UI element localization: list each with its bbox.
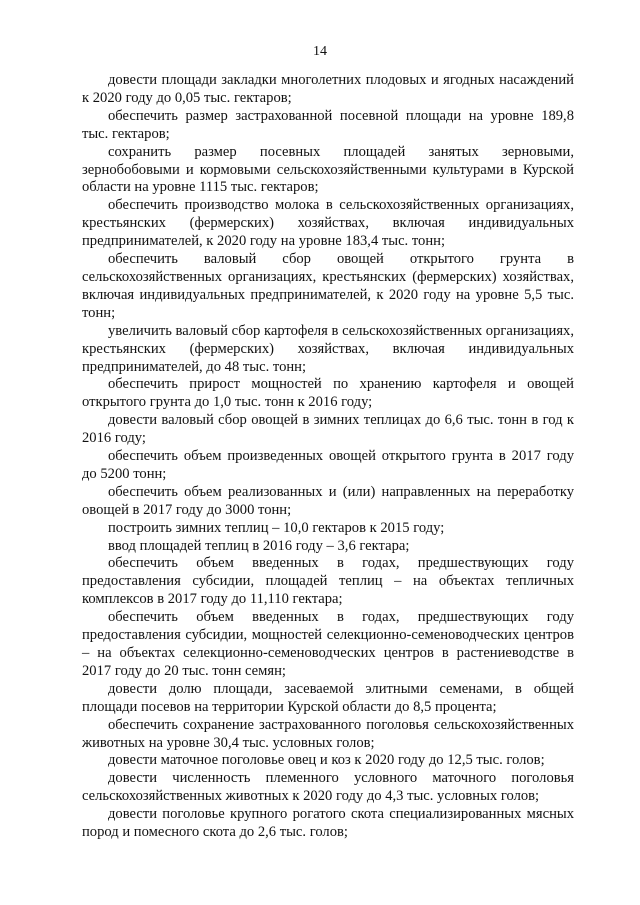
paragraph: построить зимних теплиц – 10,0 гектаров к 2015 году; xyxy=(108,519,445,536)
paragraph: ввод площадей теплиц в 2016 году – 3,6 гектара; xyxy=(108,537,410,554)
paragraph: довести поголовье крупного рогатого скота специализированных мясных пород и помесного скота до 2,6 тыс. голов; xyxy=(82,806,574,841)
paragraph: обеспечить объем реализованных и (или) направленных на переработку овощей в 2017 году до 3000 тонн; xyxy=(82,483,574,518)
paragraph: обеспечить объем произведенных овощей открытого грунта в 2017 году до 5200 тонн; xyxy=(82,448,574,482)
document-body xyxy=(82,72,574,842)
paragraph: довести долю площади, засеваемой элитными семенами, в общей площади посевов на территории Курской области до 8,5 процента; xyxy=(82,680,574,715)
page-number: 14 xyxy=(313,44,327,59)
paragraph: обеспечить сохранение застрахованного поголовья сельскохозяйственных животных на уровне 30,4 тыс. условных голов; xyxy=(82,716,574,751)
paragraph: обеспечить производство молока в сельскохозяйственных организациях, крестьянских (фермерских) хозяйствах, включая индивидуальных предпринимателей, к 2020 году на уровне 183,4 тыс. тонн; xyxy=(82,197,574,250)
paragraph: увеличить валовый сбор картофеля в сельскохозяйственных организациях, крестьянских (фермерских) хозяйствах, включая индивидуальных предпринимателей, до 48 тыс. тонн; xyxy=(82,322,574,375)
paragraph: довести валовый сбор овощей в зимних теплицах до 6,6 тыс. тонн в год к 2016 году; xyxy=(82,412,574,447)
paragraph: довести маточное поголовье овец и коз к 2020 году до 12,5 тыс. голов; xyxy=(108,752,545,769)
paragraph: обеспечить валовый сбор овощей открытого грунта в сельскохозяйственных организациях, крестьянских (фермерских) хозяйствах, включая индивидуальных предпринимателей, к 2020 году на уровне 5,5 тыс. тонн; xyxy=(82,251,574,321)
paragraph: обеспечить прирост мощностей по хранению картофеля и овощей открытого грунта до 1,0 тыс. тонн к 2016 году; xyxy=(82,376,574,411)
paragraph: обеспечить объем введенных в годах, предшествующих году предоставления субсидии, площадей теплиц – на объектах тепличных комплексов в 2017 году до 11,110 гектара; xyxy=(82,555,574,608)
paragraph: довести площади закладки многолетних плодовых и ягодных насаждений к 2020 году до 0,05 тыс. гектаров; xyxy=(82,72,574,106)
paragraph: довести численность племенного условного маточного поголовья сельскохозяйственных животных к 2020 году до 4,3 тыс. условных голов; xyxy=(82,770,574,805)
paragraph: обеспечить объем введенных в годах, предшествующих году предоставления субсидии, мощностей селекционно-семеноводческих центров – на объектах селекционно-семеноводческих центров в растениеводстве в 2017 году до 20 тыс. тонн семян; xyxy=(82,609,574,679)
paragraph: обеспечить размер застрахованной посевной площади на уровне 189,8 тыс. гектаров; xyxy=(82,107,574,142)
paragraph: сохранить размер посевных площадей занятых зерновыми, зернобобовыми и кормовыми сельскохозяйственными культурами в Курской области на уровне 1115 тыс. гектаров; xyxy=(82,143,574,196)
